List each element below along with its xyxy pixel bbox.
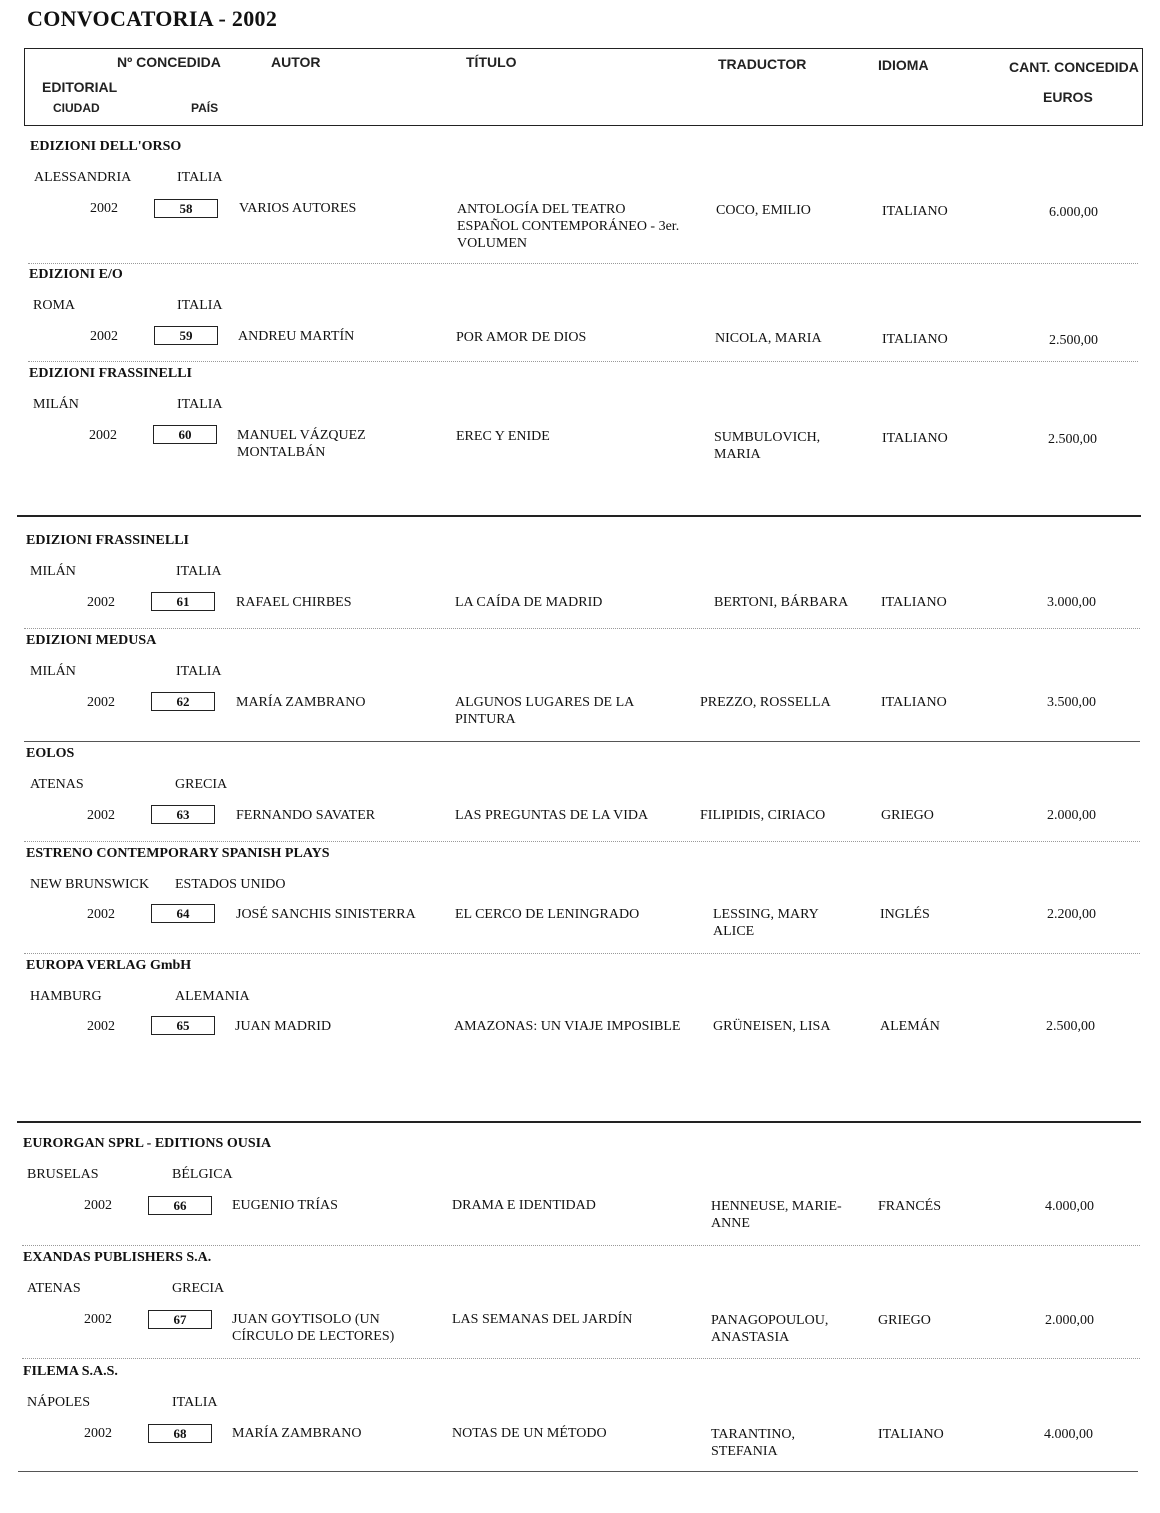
- grant-number: 61: [151, 592, 215, 611]
- header-titulo: TÍTULO: [466, 54, 517, 70]
- idioma: ITALIANO: [881, 595, 947, 610]
- ciudad: ALESSANDRIA: [34, 170, 132, 185]
- column-header-box: [24, 48, 1143, 126]
- ciudad: MILÁN: [30, 564, 76, 579]
- editorial-name: EURORGAN SPRL - EDITIONS OUSIA: [23, 1136, 272, 1151]
- ciudad: MILÁN: [33, 397, 79, 412]
- idioma: INGLÉS: [880, 907, 930, 922]
- pais: ITALIA: [177, 298, 223, 313]
- editorial-name: EDIZIONI E/O: [29, 267, 123, 282]
- year: 2002: [84, 1198, 112, 1213]
- header-ciudad: CIUDAD: [53, 101, 100, 115]
- row-separator: [28, 263, 1138, 264]
- header-cant-concedida: CANT. CONCEDIDA: [1009, 59, 1139, 75]
- year: 2002: [87, 1019, 115, 1034]
- grant-number: 59: [154, 326, 218, 345]
- grant-number: 63: [151, 805, 215, 824]
- autor: FERNANDO SAVATER: [236, 808, 376, 823]
- editorial-name: EDIZIONI FRASSINELLI: [29, 366, 192, 381]
- cantidad: 2.000,00: [1045, 1313, 1094, 1328]
- section-divider: [17, 515, 1141, 517]
- traductor: COCO, EMILIO: [716, 203, 811, 218]
- row-separator: [22, 1358, 1140, 1359]
- autor: MARÍA ZAMBRANO: [232, 1426, 362, 1441]
- cantidad: 3.500,00: [1047, 695, 1096, 710]
- idioma: ITALIANO: [878, 1427, 944, 1442]
- cantidad: 6.000,00: [1049, 205, 1098, 220]
- traductor: TARANTINO, STEFANIA: [711, 1427, 796, 1459]
- traductor: FILIPIDIS, CIRIACO: [700, 808, 826, 823]
- year: 2002: [89, 428, 117, 443]
- titulo: LA CAÍDA DE MADRID: [455, 595, 603, 610]
- ciudad: MILÁN: [30, 664, 76, 679]
- traductor: SUMBULOVICH, MARIA: [714, 430, 821, 462]
- year: 2002: [87, 907, 115, 922]
- row-separator: [24, 628, 1140, 629]
- header-traductor: TRADUCTOR: [718, 56, 807, 72]
- traductor: PANAGOPOULOU, ANASTASIA: [711, 1313, 829, 1345]
- pais: ITALIA: [177, 170, 223, 185]
- row-separator: [28, 361, 1138, 362]
- cantidad: 4.000,00: [1045, 1199, 1094, 1214]
- ciudad: NÁPOLES: [27, 1395, 91, 1410]
- titulo: POR AMOR DE DIOS: [456, 330, 587, 345]
- autor: JUAN MADRID: [235, 1019, 332, 1034]
- year: 2002: [90, 201, 118, 216]
- year: 2002: [84, 1312, 112, 1327]
- editorial-name: EXANDAS PUBLISHERS S.A.: [23, 1250, 212, 1265]
- titulo: LAS PREGUNTAS DE LA VIDA: [455, 808, 649, 823]
- ciudad: ATENAS: [30, 777, 84, 792]
- grant-number: 60: [153, 425, 217, 444]
- ciudad: BRUSELAS: [27, 1167, 99, 1182]
- grant-number: 58: [154, 199, 218, 218]
- idioma: ITALIANO: [881, 695, 947, 710]
- pais: ALEMANIA: [175, 989, 250, 1004]
- idioma: ITALIANO: [882, 204, 948, 219]
- row-separator: [18, 1471, 1138, 1472]
- year: 2002: [84, 1426, 112, 1441]
- header-pais: PAÍS: [191, 101, 219, 115]
- ciudad: NEW BRUNSWICK: [30, 877, 150, 892]
- row-separator: [24, 953, 1140, 954]
- grant-number: 68: [148, 1424, 212, 1443]
- idioma: ALEMÁN: [880, 1019, 940, 1034]
- titulo: DRAMA E IDENTIDAD: [452, 1198, 596, 1213]
- ciudad: ROMA: [33, 298, 76, 313]
- ciudad: ATENAS: [27, 1281, 81, 1296]
- header-editorial: EDITORIAL: [42, 79, 118, 95]
- cantidad: 4.000,00: [1044, 1427, 1093, 1442]
- editorial-name: EOLOS: [26, 746, 75, 761]
- idioma: ITALIANO: [882, 431, 948, 446]
- row-separator: [24, 841, 1140, 842]
- idioma: GRIEGO: [878, 1313, 931, 1328]
- titulo: ANTOLOGÍA DEL TEATRO ESPAÑOL CONTEMPORÁNEO - 3er. VOLUMEN: [457, 202, 680, 251]
- grant-number: 65: [151, 1016, 215, 1035]
- year: 2002: [87, 695, 115, 710]
- idioma: FRANCÉS: [878, 1199, 942, 1214]
- idioma: ITALIANO: [882, 332, 948, 347]
- grant-number: 64: [151, 904, 215, 923]
- editorial-name: EUROPA VERLAG GmbH: [26, 958, 192, 973]
- titulo: NOTAS DE UN MÉTODO: [452, 1426, 607, 1441]
- autor: RAFAEL CHIRBES: [236, 595, 352, 610]
- titulo: EREC Y ENIDE: [456, 429, 550, 444]
- traductor: PREZZO, ROSSELLA: [700, 695, 831, 710]
- editorial-name: EDIZIONI FRASSINELLI: [26, 533, 189, 548]
- cantidad: 2.500,00: [1046, 1019, 1095, 1034]
- editorial-name: FILEMA S.A.S.: [23, 1364, 118, 1379]
- cantidad: 2.000,00: [1047, 808, 1096, 823]
- row-separator: [24, 741, 1140, 742]
- pais: BÉLGICA: [172, 1167, 233, 1182]
- traductor: NICOLA, MARIA: [715, 331, 822, 346]
- pais: GRECIA: [172, 1281, 225, 1296]
- pais: ITALIA: [176, 564, 222, 579]
- pais: GRECIA: [175, 777, 228, 792]
- year: 2002: [87, 808, 115, 823]
- year: 2002: [90, 329, 118, 344]
- idioma: GRIEGO: [881, 808, 934, 823]
- cantidad: 2.200,00: [1047, 907, 1096, 922]
- ciudad: HAMBURG: [30, 989, 102, 1004]
- traductor: LESSING, MARY ALICE: [713, 907, 819, 939]
- autor: MARÍA ZAMBRANO: [236, 695, 366, 710]
- pais: ESTADOS UNIDO: [175, 877, 286, 892]
- titulo: AMAZONAS: UN VIAJE IMPOSIBLE: [454, 1019, 681, 1034]
- grant-number: 62: [151, 692, 215, 711]
- cantidad: 2.500,00: [1048, 432, 1097, 447]
- header-autor: AUTOR: [271, 54, 321, 70]
- header-n-concedida: Nº CONCEDIDA: [117, 54, 221, 70]
- titulo: LAS SEMANAS DEL JARDÍN: [452, 1312, 633, 1327]
- autor: EUGENIO TRÍAS: [232, 1198, 338, 1213]
- pais: ITALIA: [177, 397, 223, 412]
- editorial-name: ESTRENO CONTEMPORARY SPANISH PLAYS: [26, 846, 330, 861]
- grant-number: 66: [148, 1196, 212, 1215]
- row-separator: [22, 1245, 1140, 1246]
- section-divider: [17, 1121, 1141, 1123]
- header-idioma: IDIOMA: [878, 57, 929, 73]
- titulo: EL CERCO DE LENINGRADO: [455, 907, 640, 922]
- traductor: HENNEUSE, MARIE-ANNE: [711, 1199, 842, 1231]
- titulo: ALGUNOS LUGARES DE LA PINTURA: [455, 695, 634, 727]
- autor: JUAN GOYTISOLO (UN CÍRCULO DE LECTORES): [232, 1312, 395, 1344]
- cantidad: 3.000,00: [1047, 595, 1096, 610]
- year: 2002: [87, 595, 115, 610]
- traductor: GRÜNEISEN, LISA: [713, 1019, 831, 1034]
- cantidad: 2.500,00: [1049, 333, 1098, 348]
- autor: JOSÉ SANCHIS SINISTERRA: [236, 907, 416, 922]
- page-title: CONVOCATORIA - 2002: [27, 6, 278, 31]
- autor: VARIOS AUTORES: [239, 201, 357, 216]
- pais: ITALIA: [176, 664, 222, 679]
- autor: ANDREU MARTÍN: [238, 329, 355, 344]
- traductor: BERTONI, BÁRBARA: [714, 595, 849, 610]
- editorial-name: EDIZIONI DELL'ORSO: [30, 139, 182, 154]
- header-euros: EUROS: [1043, 89, 1093, 105]
- autor: MANUEL VÁZQUEZ MONTALBÁN: [237, 428, 366, 460]
- grant-number: 67: [148, 1310, 212, 1329]
- pais: ITALIA: [172, 1395, 218, 1410]
- editorial-name: EDIZIONI MEDUSA: [26, 633, 157, 648]
